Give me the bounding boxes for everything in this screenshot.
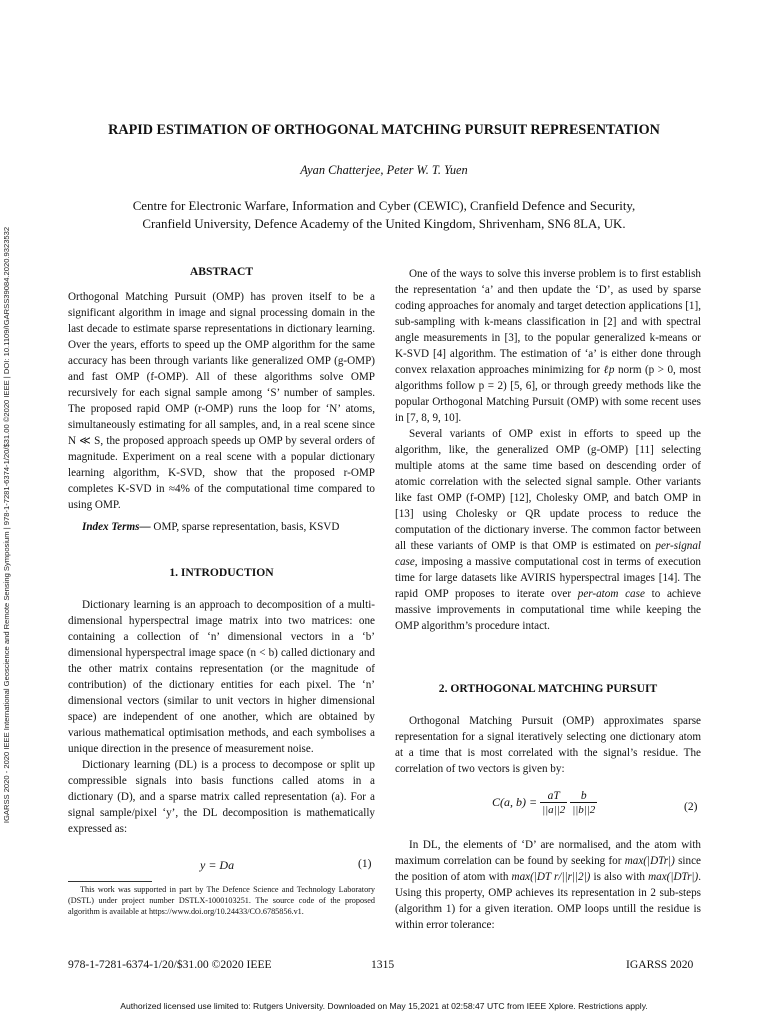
footnote — [68, 884, 375, 917]
intro-p4-part-a: Several variants of OMP exist in efforts to speed up the algorithm, like, the generalized OMP (g-OMP) [11] selecting multiple atoms at the same time based on descending order of atomic correlation with the selected signal sample. Other variants like fast OMP (f-OMP) [12], Cholesky OMP, and batch OMP in [13] using Cholesky or QR update process to reduce the computation of the dictionary inverse. The common factor between all these variants of OMP is that OMP is estimated on — [395, 428, 701, 552]
authorized-use-notice: Authorized licensed use limited to: Rutgers University. Downloaded on May 15,2021 at 02:58:47 UTC from IEEE Xplore. Restrictions apply. — [120, 1001, 648, 1011]
affiliation — [60, 197, 708, 233]
intro-p3-part-a: One of the ways to solve this inverse problem is to first establish the representation ‘a’ and then update the ‘D’, as used by sparse coding approaches for anomaly and target detection applications [1], sub-sampling with k-means classification in [2] and with spectral angle measurements in [3], to the popular generalized k-means or K-SVD [4] algorithm. The estimation of ‘a’ is either done through convex relaxation approaches minimizing for — [395, 268, 701, 376]
omp-p2-part-a: In DL, the elements of ‘D’ are normalised, and the atom with maximum correlation can be found by seeking for — [395, 839, 701, 867]
affiliation-line-2: Cranfield University, Defence Academy of the United Kingdom, Shrivenham, SN6 8LA, UK. — [142, 217, 626, 231]
omp-paragraph-2 — [395, 837, 701, 933]
index-terms-text: OMP, sparse representation, basis, KSVD — [153, 521, 340, 533]
section-2-body-continued — [395, 837, 701, 933]
section-1-heading: 1. INTRODUCTION — [169, 566, 274, 579]
per-signal-case: per-signal case — [395, 540, 701, 568]
page-number: 1315 — [371, 958, 395, 971]
index-terms — [68, 519, 375, 535]
footnote-rule — [68, 881, 152, 882]
max-expression-1: max(|DTr|) — [624, 855, 675, 867]
intro-paragraph-1: Dictionary learning is an approach to decomposition of a multi-dimensional hyperspectral image matrix into two matrices: one containing a collection of ‘n’ dimensional vectors in a ‘b’ dimensional hyperspectral image space (n < b) called dictionary and the other matrix contains representation (or the magnitude of contribution) of the dictionary entities for each pixel. The ‘n’ dimensional vectors (similar to unit vectors in higher dimensional space) are independent of one another, which are obtained by various mathematical optimisation methods, and each symbolises a unique direction in the presence of measurement noise. — [68, 599, 375, 755]
equation-2-fraction-b — [570, 790, 597, 816]
paper-title: RAPID ESTIMATION OF ORTHOGONAL MATCHING PURSUIT REPRESENTATION — [108, 122, 660, 138]
equation-1-number: (1) — [358, 858, 372, 870]
lp-norm-symbol: ℓp — [603, 364, 615, 376]
omp-p2-part-b: since the position of atom with — [395, 855, 701, 883]
abstract-body — [68, 289, 375, 535]
intro-paragraph-4 — [395, 426, 701, 634]
section-2-heading: 2. ORTHOGONAL MATCHING PURSUIT — [438, 682, 658, 695]
equation-2-numerator-b: b — [580, 790, 587, 802]
affiliation-line-1: Centre for Electronic Warfare, Information and Cyber (CEWIC), Cranfield Defence and Security, — [132, 199, 636, 213]
intro-p4-part-b: , imposing a massive computational cost in terms of execution time for large datasets like AVIRIS hyperspectral images [14]. The rapid OMP proposes to iterate over — [395, 556, 701, 600]
footer-conference: IGARSS 2020 — [626, 958, 694, 971]
section-2-body — [395, 713, 701, 777]
footnote-text: This work was supported in part by The Defence Science and Technology Laboratory (DSTL) under project number DSTLX-1000103251. The source code of the proposed algorithm is available at https://www.doi.org/10.24433/CO.6785856.v1. — [68, 885, 375, 916]
index-terms-label: Index Terms— — [82, 521, 151, 533]
max-expression-3: max(|DTr|) — [648, 871, 699, 883]
equation-2-denominator-b: ||b||2 — [572, 804, 596, 816]
intro-p3-part-b: norm (p > 0, most algorithms follow p = 2) [5, 6], or through greedy methods like the popular Orthogonal Matching Pursuit (OMP) with some recent uses in [7, 8, 9, 10]. — [395, 364, 701, 424]
section-1-body — [68, 597, 375, 837]
footer-isbn: 978-1-7281-6374-1/20/$31.00 ©2020 IEEE — [68, 958, 272, 971]
per-atom-case: per-atom case — [577, 588, 645, 600]
equation-2-denominator-a: ||a||2 — [542, 804, 566, 816]
equation-2 — [492, 790, 597, 816]
omp-p2-part-d: . Using this property, OMP achieves its representation in 2 sub-steps (algorithm 1) for a given iteration. OMP loops untill the residue is within error tolerance: — [395, 871, 701, 931]
equation-2-numerator-a: aT — [547, 790, 560, 802]
omp-p2-part-c: is also with — [590, 871, 649, 883]
abstract-heading: ABSTRACT — [189, 265, 254, 278]
paper-authors: Ayan Chatterjee, Peter W. T. Yuen — [300, 163, 468, 177]
equation-1: y = Da — [200, 858, 235, 872]
omp-paragraph-1: Orthogonal Matching Pursuit (OMP) approximates sparse representation for a signal iteratively selecting one dictionary atom at a time that is most correlated with the signal’s residue. The correlation of two vectors is given by: — [395, 715, 701, 775]
equation-2-fraction-a — [540, 790, 567, 816]
abstract-text: Orthogonal Matching Pursuit (OMP) has proven itself to be a significant algorithm in image and signal processing domain in the last decade to estimate sparse representations in dictionary learning. Over the years, efforts to speed up the OMP algorithm for the same accuracy has been through variants like generalized OMP (g-OMP) and fast OMP (f-OMP). All of these algorithms solve OMP recursively for each signal sample among ‘S’ number of samples. The proposed rapid OMP (r-OMP) runs the loop for ‘N’ atoms, simultaneously estimating for all samples, and, in a real scene since N ≪ S, the proposed approach speeds up OMP by several orders of magnitude. Experiment on a real scene with a popular dictionary learning algorithm, K-SVD, show that the proposed r-OMP completes K-SVD in ≈4% of the computational time compared to using OMP. — [68, 291, 375, 511]
side-doi-note: IGARSS 2020 - 2020 IEEE International Geoscience and Remote Sensing Symposium | 978-1-7281-6374-1/20/$31.00 ©2020 IEEE | DOI: 10.1109/IGARSS39084.2020.9323532 — [2, 226, 11, 824]
intro-paragraph-3 — [395, 266, 701, 426]
right-intro-body — [395, 266, 701, 634]
intro-paragraph-2: Dictionary learning (DL) is a process to decompose or split up compressible signals into basis functions called atoms in a dictionary (D), and a sparse matrix called representation (a). For a signal sample/pixel ‘y’, the DL decomposition is mathematically expressed as: — [68, 759, 375, 835]
equation-2-number: (2) — [684, 801, 698, 813]
equation-2-lhs: C(a, b) = — [492, 794, 538, 809]
max-expression-2: max(|DT r/||r||2|) — [511, 871, 591, 883]
intro-p4-part-c: to achieve massive improvements in computational time while keeping the OMP algorithm’s procedure intact. — [395, 588, 701, 632]
